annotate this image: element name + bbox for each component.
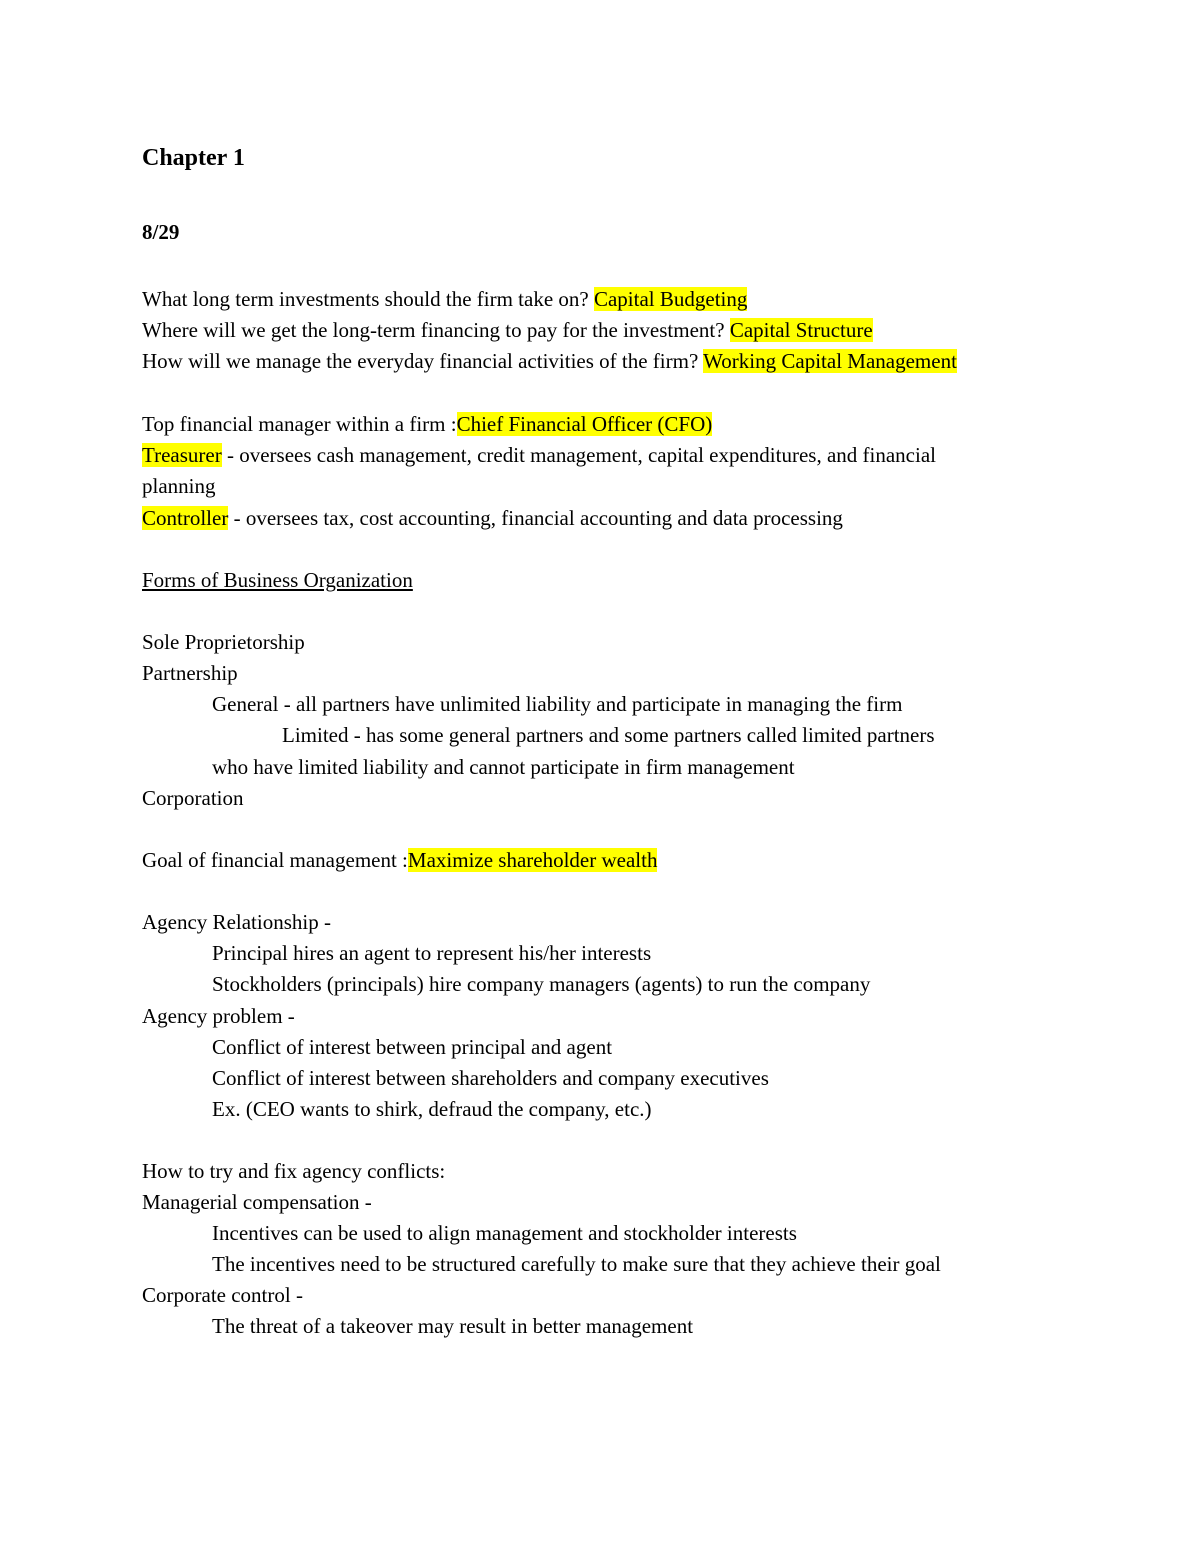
highlighted-term: Controller bbox=[142, 506, 229, 530]
treasurer-line-continued: planning bbox=[142, 474, 216, 498]
goal-text: Goal of financial management : bbox=[142, 848, 408, 872]
list-item: who have limited liability and cannot participate in firm management bbox=[212, 755, 795, 779]
list-item: The threat of a takeover may result in better management bbox=[212, 1314, 694, 1338]
question-line bbox=[142, 346, 957, 377]
question-text: How will we manage the everyday financial activities of the firm? bbox=[142, 349, 704, 373]
list-item: Partnership bbox=[142, 661, 238, 685]
question-text: What long term investments should the firm take on? bbox=[142, 287, 594, 311]
section-title-forms: Forms of Business Organization bbox=[142, 568, 413, 592]
highlighted-term: Treasurer bbox=[142, 443, 222, 467]
treasurer-description: - oversees cash management, credit management, capital expenditures, and financial bbox=[221, 443, 936, 467]
highlighted-answer: Working Capital Management bbox=[703, 349, 957, 373]
highlighted-answer: Capital Structure bbox=[729, 318, 873, 342]
cfo-line bbox=[142, 409, 712, 440]
list-item: Corporation bbox=[142, 786, 244, 810]
list-item: Stockholders (principals) hire company managers (agents) to run the company bbox=[212, 972, 871, 996]
date-label: 8/29 bbox=[142, 220, 180, 244]
compensation-heading: Managerial compensation - bbox=[142, 1190, 372, 1214]
list-item: Incentives can be used to align management and stockholder interests bbox=[212, 1221, 797, 1245]
list-item: General - all partners have unlimited liability and participate in managing the firm bbox=[212, 692, 903, 716]
controller-description: - oversees tax, cost accounting, financial accounting and data processing bbox=[228, 506, 843, 530]
question-line bbox=[142, 315, 873, 346]
question-line bbox=[142, 284, 747, 315]
fix-conflicts-heading: How to try and fix agency conflicts: bbox=[142, 1159, 446, 1183]
agency-problem-heading: Agency problem - bbox=[142, 1004, 295, 1028]
list-item: Conflict of interest between shareholders and company executives bbox=[212, 1066, 769, 1090]
list-item: Conflict of interest between principal and agent bbox=[212, 1035, 613, 1059]
question-text: Where will we get the long-term financing to pay for the investment? bbox=[142, 318, 730, 342]
treasurer-line bbox=[142, 440, 936, 471]
controller-line bbox=[142, 503, 843, 534]
highlighted-answer: Capital Budgeting bbox=[593, 287, 748, 311]
list-item: Sole Proprietorship bbox=[142, 630, 305, 654]
highlighted-answer: Chief Financial Officer (CFO) bbox=[456, 412, 713, 436]
list-item: Limited - has some general partners and some partners called limited partners bbox=[282, 723, 935, 747]
list-item: The incentives need to be structured carefully to make sure that they achieve their goal bbox=[212, 1252, 941, 1276]
list-item: Ex. (CEO wants to shirk, defraud the company, etc.) bbox=[212, 1097, 652, 1121]
goal-line bbox=[142, 845, 657, 876]
chapter-heading: Chapter 1 bbox=[142, 145, 245, 171]
agency-relationship-heading: Agency Relationship - bbox=[142, 910, 331, 934]
list-item: Principal hires an agent to represent his/her interests bbox=[212, 941, 652, 965]
cfo-text: Top financial manager within a firm : bbox=[142, 412, 457, 436]
highlighted-answer: Maximize shareholder wealth bbox=[407, 848, 658, 872]
document-page bbox=[142, 0, 1102, 1553]
corporate-control-heading: Corporate control - bbox=[142, 1283, 303, 1307]
